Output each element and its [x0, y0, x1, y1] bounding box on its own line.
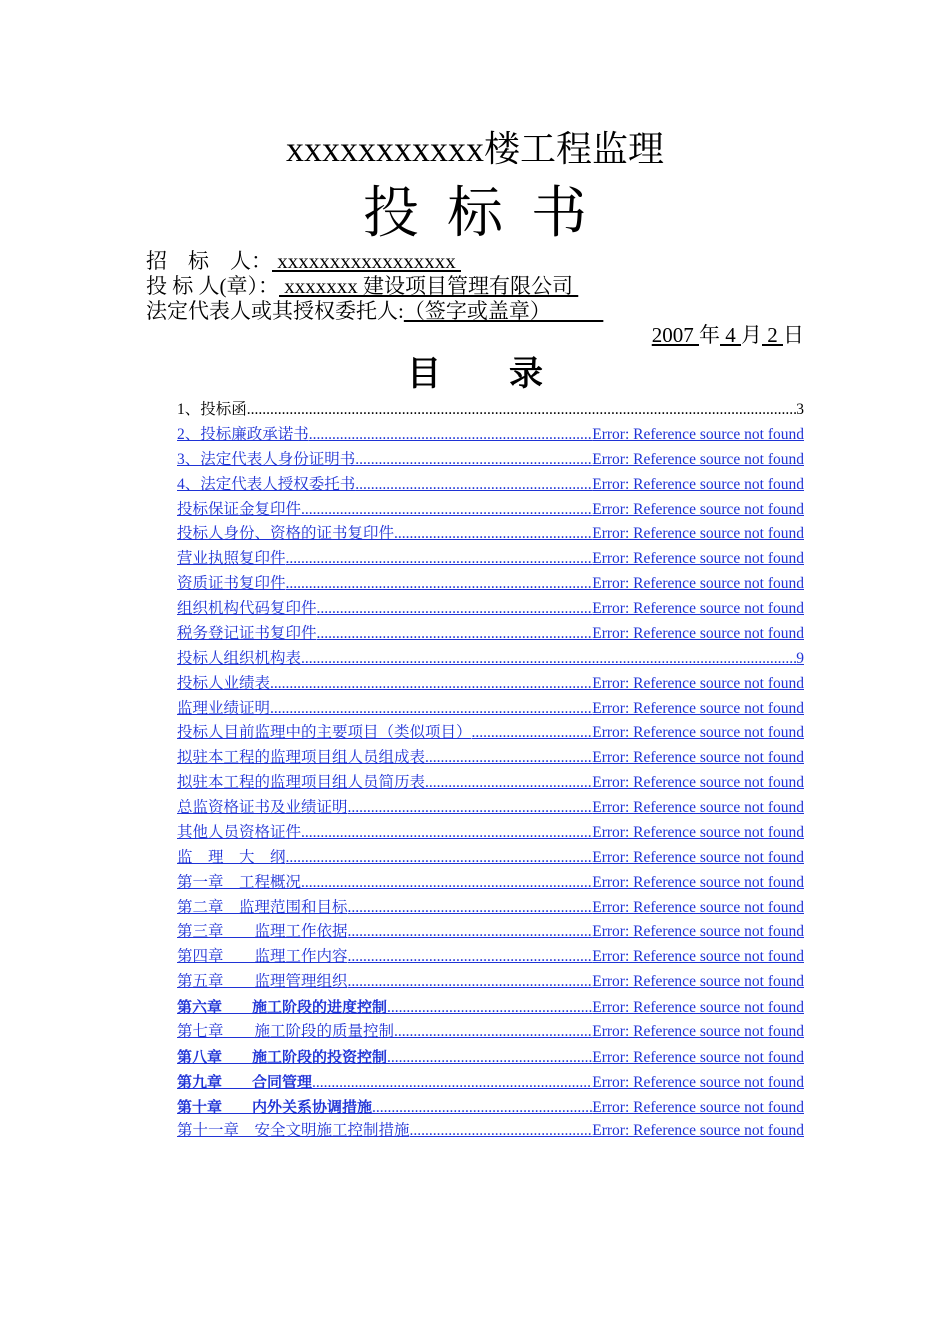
toc-entry-text: 拟驻本工程的监理项目组人员简历表 — [177, 774, 426, 792]
toc-entry-page: Error: Reference source not found — [592, 674, 804, 692]
toc-entry-link[interactable] — [177, 970, 804, 995]
toc-leader-dots — [348, 796, 593, 821]
toc-entry-page: Error: Reference source not found — [592, 450, 804, 468]
toc-entry-text: 3、法定代表人身份证明书 — [177, 450, 356, 468]
bidder-row — [146, 274, 578, 299]
date-line — [652, 323, 804, 348]
toc-entry-text: 第七章 施工阶段的质量控制 — [177, 1022, 395, 1040]
toc-entry-link[interactable] — [177, 995, 804, 1020]
toc-entry-link[interactable] — [177, 647, 804, 672]
tenderer-value: xxxxxxxxxxxxxxxxx — [272, 249, 461, 273]
toc-entry-link[interactable] — [177, 920, 804, 945]
toc-entry-page: Error: Reference source not found — [592, 1122, 804, 1140]
date-year: 2007 — [651, 323, 699, 347]
toc-leader-dots — [425, 771, 592, 796]
toc-leader-dots — [301, 871, 592, 896]
toc-entry-link[interactable] — [177, 697, 804, 722]
toc-entry[interactable] — [177, 398, 804, 423]
toc-entry-text: 税务登记证书复印件 — [177, 624, 317, 642]
tenderer-row — [146, 249, 461, 274]
toc-entry-text: 第二章 监理范围和目标 — [177, 898, 348, 916]
toc-entry-link[interactable] — [177, 821, 804, 846]
toc-entry-page: Error: Reference source not found — [592, 823, 804, 841]
toc-entry-text: 其他人员资格证件 — [177, 823, 302, 841]
toc-entry-link[interactable] — [177, 796, 804, 821]
toc-entry-page: Error: Reference source not found — [592, 923, 804, 941]
toc-leader-dots — [372, 1096, 592, 1120]
legal-representative-row — [146, 299, 603, 324]
toc-leader-dots — [348, 920, 593, 945]
table-of-contents — [177, 398, 804, 1144]
toc-leader-dots — [394, 1020, 592, 1045]
toc-entry-link[interactable] — [177, 522, 804, 547]
toc-leader-dots — [317, 622, 593, 647]
project-title: xxxxxxxxxxx楼工程监理 — [285, 129, 664, 169]
toc-leader-dots — [348, 945, 593, 970]
bidder-value: xxxxxxx 建设项目管理有限公司 — [279, 274, 579, 298]
toc-entry-text: 2、投标廉政承诺书 — [177, 425, 309, 443]
toc-leader-dots — [270, 672, 592, 697]
toc-entry-text: 1、投标函 — [177, 401, 247, 418]
toc-entry-text: 第八章 施工阶段的投资控制 — [177, 1047, 388, 1066]
toc-entry-text: 投标保证金复印件 — [177, 500, 302, 518]
toc-entry-text: 第一章 工程概况 — [177, 873, 302, 891]
toc-entry-link[interactable] — [177, 846, 804, 871]
date-year-unit: 年 — [699, 323, 720, 347]
toc-leader-dots — [410, 1119, 593, 1144]
toc-entry-link[interactable] — [177, 597, 804, 622]
toc-entry-page: Error: Reference source not found — [592, 575, 804, 593]
toc-leader-dots — [348, 896, 593, 921]
toc-entry-link[interactable] — [177, 1095, 804, 1120]
toc-leader-dots — [309, 423, 592, 448]
toc-entry-page: Error: Reference source not found — [592, 873, 804, 891]
toc-leader-dots — [355, 448, 592, 473]
toc-entry-text: 第五章 监理管理组织 — [177, 973, 348, 991]
toc-entry-text: 第六章 施工阶段的进度控制 — [177, 998, 388, 1016]
toc-entry-link[interactable] — [177, 771, 804, 796]
toc-entry-link[interactable] — [177, 746, 804, 771]
toc-entry-link[interactable] — [177, 1070, 804, 1095]
toc-entry-link[interactable] — [177, 945, 804, 970]
toc-entry-text: 组织机构代码复印件 — [177, 600, 317, 617]
toc-entry-page: Error: Reference source not found — [592, 799, 804, 816]
toc-leader-dots — [348, 970, 593, 995]
toc-entry-page: Error: Reference source not found — [592, 624, 804, 642]
toc-leader-dots — [301, 498, 592, 523]
toc-entry-text: 监 理 大 纲 — [177, 848, 286, 866]
toc-leader-dots — [387, 1046, 592, 1070]
toc-entry-page: Error: Reference source not found — [592, 999, 804, 1016]
toc-entry-page: Error: Reference source not found — [592, 973, 804, 991]
toc-leader-dots — [301, 647, 796, 672]
toc-entry-page: Error: Reference source not found — [592, 774, 804, 792]
toc-entry-page: Error: Reference source not found — [592, 724, 804, 742]
toc-entry-page: Error: Reference source not found — [592, 749, 804, 767]
bidder-label: 投 标 人(章）： — [146, 274, 279, 298]
toc-leader-dots — [286, 547, 593, 572]
toc-entry-link[interactable] — [177, 448, 804, 473]
toc-entry-page: 9 — [796, 649, 804, 667]
toc-entry-link[interactable] — [177, 1045, 804, 1070]
toc-entry-page: Error: Reference source not found — [592, 948, 804, 966]
toc-entry-page: Error: Reference source not found — [592, 1098, 804, 1116]
toc-entry-page: Error: Reference source not found — [592, 1073, 804, 1091]
toc-title: 目 录 — [407, 354, 543, 394]
toc-leader-dots — [472, 721, 593, 746]
toc-entry-link[interactable] — [177, 572, 804, 597]
toc-leader-dots — [312, 1071, 592, 1095]
date-month-unit: 月 — [741, 323, 762, 347]
document-title: 投标书 — [363, 183, 615, 245]
toc-leader-dots — [317, 597, 593, 622]
toc-leader-dots — [394, 522, 592, 547]
legal-representative-label: 法定代表人或其授权委托人: — [146, 299, 404, 323]
toc-leader-dots — [387, 996, 592, 1020]
toc-entry-link[interactable] — [177, 721, 804, 746]
toc-entry-link[interactable] — [177, 1119, 804, 1144]
toc-entry-text: 第九章 合同管理 — [177, 1072, 313, 1091]
date-day: 2 — [762, 323, 783, 347]
date-day-unit: 日 — [783, 323, 804, 347]
toc-entry-link[interactable] — [177, 547, 804, 572]
date-month: 4 — [720, 323, 741, 347]
toc-entry-page: Error: Reference source not found — [592, 525, 804, 543]
toc-leader-dots — [247, 398, 796, 423]
toc-entry-link[interactable] — [177, 423, 804, 448]
toc-entry-link[interactable] — [177, 871, 804, 896]
toc-entry-link[interactable] — [177, 498, 804, 523]
toc-entry-text: 第四章 监理工作内容 — [177, 948, 348, 966]
toc-leader-dots — [301, 821, 592, 846]
toc-entry-text: 拟驻本工程的监理项目组人员组成表 — [177, 749, 426, 767]
toc-entry-text: 第十一章 安全文明施工控制措施 — [177, 1122, 410, 1140]
toc-entry-text: 4、法定代表人授权委托书 — [177, 475, 356, 493]
toc-entry-link[interactable] — [177, 672, 804, 697]
toc-entry-text: 营业执照复印件 — [177, 550, 286, 568]
toc-leader-dots — [355, 473, 592, 498]
toc-entry-page: Error: Reference source not found — [592, 898, 804, 916]
toc-entry-page: Error: Reference source not found — [592, 550, 804, 568]
toc-entry-page: Error: Reference source not found — [592, 500, 804, 518]
toc-entry-link[interactable] — [177, 473, 804, 498]
toc-entry-text: 投标人身份、资格的证书复印件 — [177, 525, 395, 543]
toc-entry-page: Error: Reference source not found — [592, 1022, 804, 1040]
toc-entry-text: 第三章 监理工作依据 — [177, 923, 348, 941]
toc-entry-text: 投标人业绩表 — [177, 674, 271, 692]
toc-entry-page: 3 — [796, 401, 804, 418]
tenderer-label: 招 标 人： — [146, 249, 272, 273]
legal-representative-value: （签字或盖章） — [403, 299, 604, 323]
toc-entry-link[interactable] — [177, 622, 804, 647]
toc-leader-dots — [286, 846, 593, 871]
toc-entry-link[interactable] — [177, 1020, 804, 1045]
toc-entry-text: 总监资格证书及业绩证明 — [177, 799, 348, 816]
toc-entry-page: Error: Reference source not found — [592, 699, 804, 717]
toc-leader-dots — [270, 697, 592, 722]
toc-entry-text: 投标人目前监理中的主要项目（类似项目） — [177, 724, 472, 742]
toc-leader-dots — [286, 572, 593, 597]
toc-entry-page: Error: Reference source not found — [592, 600, 804, 617]
toc-entry-text: 资质证书复印件 — [177, 575, 286, 593]
toc-entry-page: Error: Reference source not found — [592, 475, 804, 493]
toc-entry-page: Error: Reference source not found — [592, 1048, 804, 1066]
toc-entry-page: Error: Reference source not found — [592, 848, 804, 866]
toc-leader-dots — [425, 746, 592, 771]
toc-entry-text: 投标人组织机构表 — [177, 649, 302, 667]
toc-entry-text: 监理业绩证明 — [177, 699, 271, 717]
toc-entry-text: 第十章 内外关系协调措施 — [177, 1097, 373, 1116]
toc-entry-page: Error: Reference source not found — [592, 425, 804, 443]
toc-entry-link[interactable] — [177, 896, 804, 921]
